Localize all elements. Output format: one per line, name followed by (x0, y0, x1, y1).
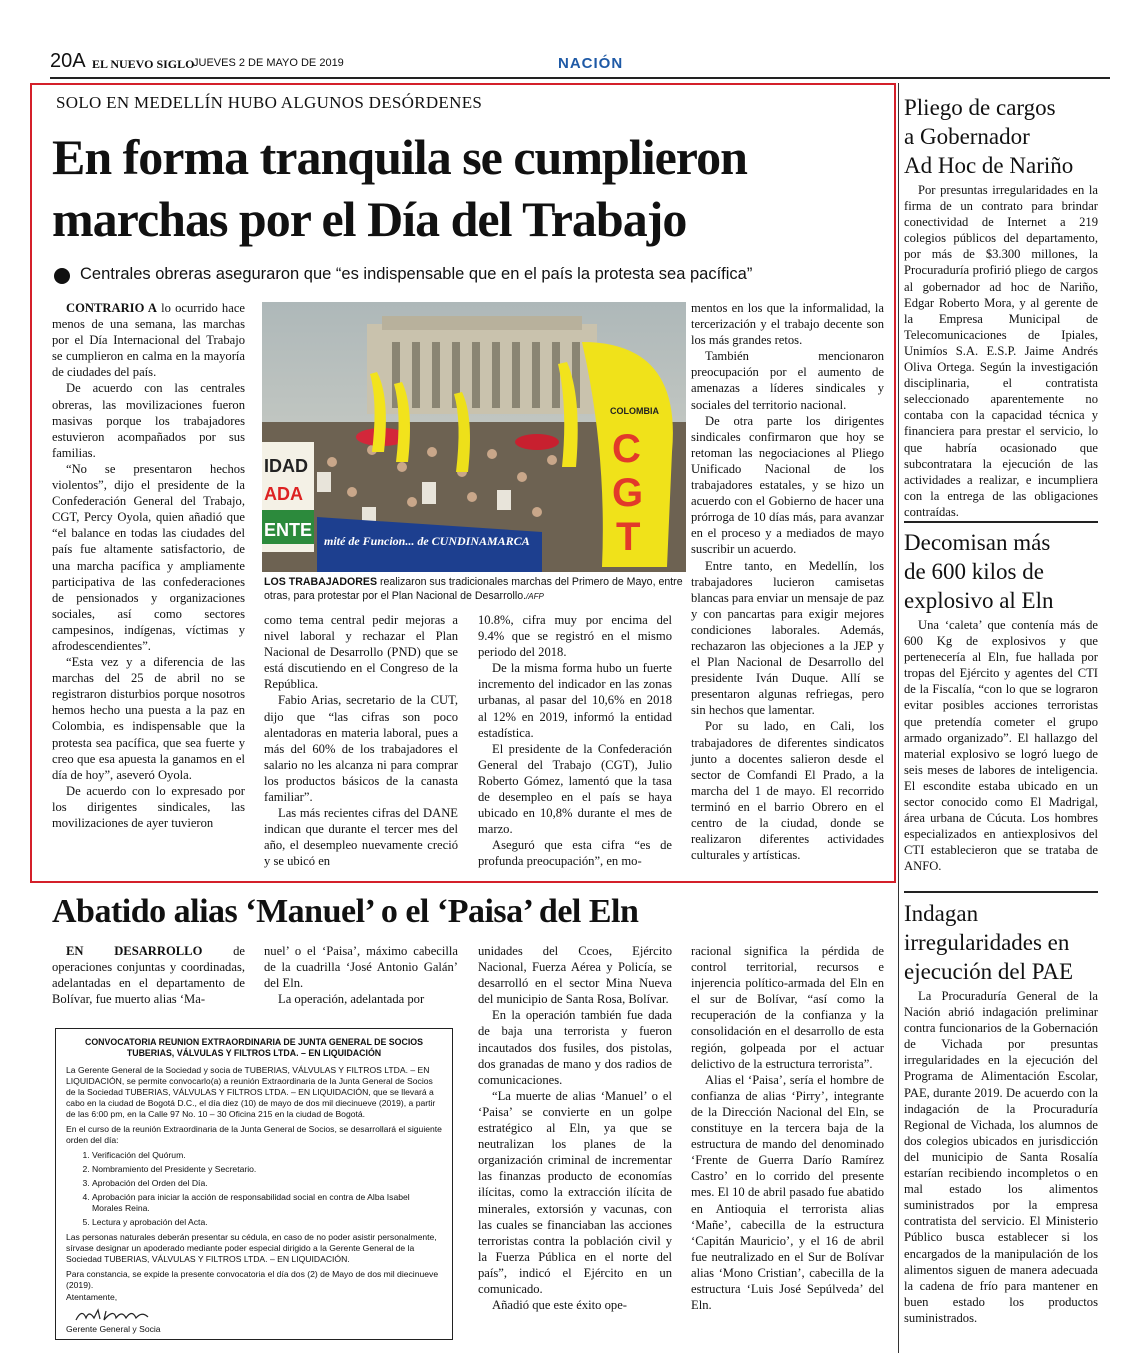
main-col-1 (52, 300, 245, 831)
ad-paragraph: Las personas naturales deberán presentar su cédula, en caso de no poder asistir personalmente, sírvase designar un apoderado mediante poder especial dirigido a la Gerente General de la Sociedad TUBERIAS, VÁLVULAS Y FILTROS LTDA. – EN LIQUIDACIÓN. (66, 1232, 437, 1264)
paragraph: En la operación también fue dada de baja una terrorista y fueron incautados dos fusiles, dos pistolas, dos granadas de mano y dos radios de comunicaciones. (478, 1008, 672, 1087)
agenda-item: 2. Nombramiento del Presidente y Secretario. (92, 1164, 442, 1175)
caption-credit: /AFP (526, 592, 544, 601)
march-photo (262, 302, 686, 572)
main-headline-line1: En forma tranquila se cumplieron (52, 129, 747, 185)
flag-cgt-letter-t: T (616, 515, 641, 559)
paragraph: Las más recientes cifras del DANE indican que durante el tercer mes del año, el desempleo nuevamente creció y se ubicó en (264, 806, 458, 869)
paragraph: Fabio Arias, secretario de la CUT, dijo que “las cifras son poco alentadoras en materia laboral, pues a más del 60% de los trabajadores el salario no les alcanza ni para comprar los productos básicos de la canasta familiar”. (264, 693, 458, 805)
agenda-item: 1. Verificación del Quórum. (92, 1150, 442, 1161)
ad-agenda-list (66, 1150, 442, 1228)
main-col-2 (264, 612, 458, 870)
paragraph: “Esta vez y a diferencia de las marchas del 25 de abril no se registraron disturbios porque nosotros hemos hecho una puesta a la paz en Colombia, es indispensable que la protesta sea pacífica, que sea fuerte y creo que esa apuesta la ganamos en el día de hoy”, aseveró Oyola. (52, 655, 245, 782)
paragraph: El presidente de la Confederación General del Trabajo (CGT), Julio Roberto Gómez, lamentó que la tasa de desempleo en el país se haya ubicado en 10,8% durante el mes de marzo. (478, 741, 672, 837)
deck-bullet-icon (54, 268, 70, 284)
banner-blue-text: mité de Funcion... de CUNDINAMARCA (324, 534, 530, 548)
second-col-1 (52, 943, 245, 1007)
side1-headline: Pliego de cargos a Gobernador Ad Hoc de Nariño (904, 95, 1074, 178)
paragraph: “La muerte de alias ‘Manuel’ o el ‘Paisa’ se convierte en un golpe estratégico al Eln, ya que se neutralizan los planes de la organización criminal de incrementar las finanzas producto de economías ilícitas, como la extracción ilícita de minerales, extorsión y vacunas, con las cuales se financiaban las acciones terroristas contra la población civil y la Fuerza Pública en el norte del país”, indicó el Ejército en un comunicado. (478, 1088, 672, 1296)
paragraph: 10.8%, cifra muy por encima del 9.4% que se registró en el mismo periodo del 2018. (478, 613, 672, 660)
paragraph: Entre tanto, en Medellín, los trabajadores lucieron camisetas blancas para enviar un mensaje de paz y con pancartas para exigir mejores condiciones laborales. Además, rechazaron las objeciones a la JEP y el Plan Nacional de Desarrollo del presidente Iván Duque. Allí se presentaron algunas refriegas, pero sin hechos que lamentar. (691, 558, 885, 718)
ad-signer: Gerente General y Socia (66, 1324, 161, 1334)
second-col-2 (264, 943, 458, 1007)
masthead-rule (50, 77, 1110, 79)
agenda-item: 3. Aprobación del Orden del Día. (92, 1178, 442, 1189)
ad-closing: Atentamente, (66, 1292, 118, 1302)
ad-paragraph: Para constancia, se expide la presente convocatoria el día dos (2) de Mayo de dos mil diecinueve (2019). (66, 1269, 439, 1290)
deck: Centrales obreras aseguraron que “es indispensable que en el país la protesta sea pacífica” (80, 265, 753, 283)
main-col-4 (691, 300, 884, 863)
flag-small-text: COLOMBIA (610, 406, 659, 416)
paragraph: mentos en los que la informalidad, la tercerización y el trabajo decente son los más grandes retos. (691, 301, 884, 348)
paragraph: Aseguró que esta cifra “es de profunda preocupación”, en mo- (478, 838, 672, 869)
paragraph: Alias el ‘Paisa’, sería el hombre de confianza de alias ‘Pirry’, integrante de la Dirección Nacional del Eln, se constituye en la tercera baja de la estructura de mando del denominado ‘Frente de Guerra Darío Ramírez Castro’ en lo corrido del presente mes. El 10 de abril pasado fue abatido en Antioquia el terrorista alias ‘Mañe’, cabecilla de la estructura ‘Capitán Mauricio’, y el 16 de abril fue neutralizado en el Sur de Bolívar alias ‘Mono Cristian’, cabecilla de la estructura ‘Luis José Sepúlveda’ del Eln. (691, 1072, 884, 1313)
photo-caption (264, 575, 684, 604)
lead-in: EN DESARROLLO (66, 944, 203, 958)
second-col-4 (691, 943, 884, 1313)
second-headline: Abatido alias ‘Manuel’ o el ‘Paisa’ del Eln (52, 893, 639, 930)
sidebar-divider (898, 83, 899, 1353)
march-photo-illustration (262, 302, 686, 572)
main-col-3 (478, 612, 672, 870)
side1-rule (904, 521, 1098, 523)
ad-paragraph: En el curso de la reunión Extraordinaria de la Junta General de Socios, se desarrollará el siguiente orden del día: (66, 1124, 442, 1145)
ad-paragraph: La Gerente General de la Sociedad y socia de TUBERIAS, VÁLVULAS Y FILTROS LTDA. – EN LIQUIDACIÓN, se permite convocarlo(a) a reunión Extraordinaria de la Junta General de Socios de la Sociedad TUBERIAS, VÁLVULAS Y FILTROS LTDA. – EN LIQUIDACIÓN, que se llevará a cabo en la ciudad de Bogotá D.C., el día diez (10) de mayo de dos mil diecinueve (2019), a partir de las 6:00 pm, en la Calle 97 No. 10 – 30 Oficina 215 en la ciudad de Bogotá. (66, 1065, 436, 1119)
side3-body: La Procuraduría General de la Nación abrió indagación preliminar contra funcionarios de la Gobernación de Vichada por presuntas irregularidades en la ejecución del Programa de Alimentación Escolar, PAE, durante 2019. De acuerdo con la indagación de la Procuraduría Regional de Vichada, los alumnos de dos colegios ubicados en jurisdicción del municipio de Santa Rosalía estarían recibiendo incompletos o en mal estado los alimentos suministrados por la empresa contratista del servicio. El Ministerio Público busca establecer si los encargados de la manipulación de los alimentos siguen de manera adecuada la cadena de frío para mantener en buen estado los productos suministrados. (904, 989, 1098, 1325)
ad-title-2: TUBERIAS, VÁLVULAS Y FILTROS LTDA. – EN LIQUIDACIÓN (126, 1048, 382, 1058)
banner-left-text-2: ADA (264, 484, 303, 504)
paragraph: De la misma forma hubo un fuerte incremento del indicador en las zonas urbanas, al pasar del 10,6% en 2018 al 12% en 2019, informó la entidad estadística. (478, 661, 672, 740)
paragraph: CONTRARIO A lo ocurrido hace menos de una semana, las marchas por el Día Internacional del Trabajo se cumplieron en calma en la mayoría de ciudades del país. (52, 301, 245, 380)
agenda-item: 4. Aprobación para iniciar la acción de responsabilidad social en contra de Alba Isabel Morales Reina. (92, 1192, 442, 1214)
lead-in: CONTRARIO A (66, 301, 157, 315)
side2-body: Una ‘caleta’ que contenía más de 600 Kg de explosivos y que pertenecería al Eln, fue hallada por tropas del Ejército y agentes del CTI de la Fiscalía, “con lo que se lograron evitar posibles acciones terroristas que pretendía cometer el grupo armado organizado”. El hallazgo del material explosivo se logró luego de seis meses de labores de inteligencia. El escondite estaba ubicado en un sector conocido como El Madrigal, área urbana de Cúcuta. Los hombres especializados en antiexplosivos del CTI establecieron que se trataba de ANFO. (904, 618, 1098, 874)
side1-body: Por presuntas irregularidades en la firma de un contrato para brindar conectividad de Internet a 219 colegios públicos del departamento, por más de $3.300 millones, la Procuraduría profirió pliego de cargos al gobernador ad hoc de Nariño, Edgar Roberto Mora, y al gerente de la Empresa Municipal de Telecomunicaciones de Ipiales, Unimíos S.A. E.S.P. Jaime Andrés Oliva Ortega. Según la investigación disciplinaria, el contratista seleccionado aparentemente no contaba con la capacidad técnica y financiera para prestar el servicio, lo que habría ocasionado que subcontratara la ejecución de las actividades a realizar, e incumpliera con la entrega de las obligaciones contraídas. (904, 183, 1098, 519)
paragraph: Añadió que este éxito ope- (492, 1298, 627, 1313)
masthead (50, 50, 896, 78)
flag-cgt-letter-g: G (612, 471, 644, 515)
side3-headline: Indagan irregularidades en ejecución del PAE (904, 901, 1074, 984)
signature (74, 1306, 154, 1324)
paragraph: De acuerdo con lo expresado por los dirigentes sindicales, las movilizaciones de ayer tuvieron (52, 783, 245, 830)
banner-left-text-3: ENTE (264, 520, 313, 540)
side2-rule (904, 891, 1098, 893)
second-col-3 (478, 943, 672, 1313)
main-headline-line2: marchas por el Día del Trabajo (52, 191, 687, 247)
legal-notice-ad (55, 1028, 453, 1340)
ad-title-1: CONVOCATORIA REUNION EXTRAORDINARIA DE JUNTA GENERAL DE SOCIOS (84, 1037, 424, 1047)
banner-left-text-1: IDAD (264, 456, 308, 476)
kicker: SOLO EN MEDELLÍN HUBO ALGUNOS DESÓRDENES (56, 93, 483, 112)
paragraph: De otra parte los dirigentes sindicales confirmaron que hoy se retoman las negociaciones al Pliego Unificado Nacional de los trabajadores estatales, y se hizo un acuerdo con el Gobierno de hacer una prórroga de 10 días más, para avanzar en el proceso y a mediados de mayo suscribir un acuerdo. (691, 413, 884, 557)
flag-cgt-letter-c: C (612, 427, 641, 471)
paragraph: nuel’ o el ‘Paisa’, máximo cabecilla de la cuadrilla ‘José Antonio Galán’ del Eln. (264, 944, 458, 991)
paper-name: EL NUEVO SIGLO (92, 57, 195, 71)
section-name: NACIÓN (558, 55, 624, 72)
paragraph: Por su lado, en Cali, los trabajadores de diferentes sindicatos junto a docentes salieron desde el sector de Comfandi El Prado, a la marcha del 1 de mayo. El recorrido terminó en el barrio Obrero en el centro de la ciudad, donde se realizaron diferentes actividades culturales y artísticas. (691, 719, 884, 863)
agenda-item: 5. Lectura y aprobación del Acta. (92, 1217, 442, 1228)
caption-lead: LOS TRABAJADORES (264, 576, 378, 588)
caption-text: realizaron sus tradicionales marchas del Primero de Mayo, entre otras, para protestar por el Plan Nacional de Desarrollo. (264, 576, 683, 602)
paragraph: “No se presentaron hechos violentos”, dijo el presidente de la Confederación General del Trabajo, CGT, Percy Oyola, quien añadió que “el balance en todas las ciudades del país fue altamente satisfactorio, de una marcha pacífica y ampliamente participativa de las confederaciones de pensionados y organizaciones sociales, así como sectores campesinos, indígenas, víctimas y afrodescendientes”. (52, 461, 245, 653)
paragraph: EN DESARROLLO de operaciones conjuntas y coordinadas, adelantadas en el departamento de Bolívar, fue muerto alias ‘Ma- (52, 944, 245, 1007)
paragraph: racional significa la pérdida de control territorial, recursos e injerencia político-armada del Eln en el sur de Bolívar, “así como la recuperación de la confianza y la consolidación en el desarrollo de esta región, golpeada por el actuar delictivo de la estructura terrorista”. (691, 944, 884, 1071)
paragraph: como tema central pedir mejoras a nivel laboral y rechazar el Plan Nacional de Desarrollo (PND) que se está discutiendo en el Congreso de la República. (264, 613, 458, 692)
page-number: 20A (50, 50, 86, 72)
paragraph: También mencionaron preocupación por el aumento de amenazas a líderes sindicales y sociales del territorio nacional. (691, 349, 884, 412)
paragraph: unidades del Ccoes, Ejército Nacional, Fuerza Aérea y Policía, se desarrolló en el sector Mina Nueva del municipio de Santa Rosa, Bolívar. (478, 944, 672, 1007)
side2-headline: Decomisan más de 600 kilos de explosivo al Eln (904, 530, 1054, 613)
issue-date: JUEVES 2 DE MAYO DE 2019 (193, 57, 344, 69)
paragraph: La operación, adelantada por (278, 992, 425, 1007)
paragraph: De acuerdo con las centrales obreras, las movilizaciones fueron masivas porque los trabajadores estuvieron acompañados por sus familias. (52, 381, 245, 460)
